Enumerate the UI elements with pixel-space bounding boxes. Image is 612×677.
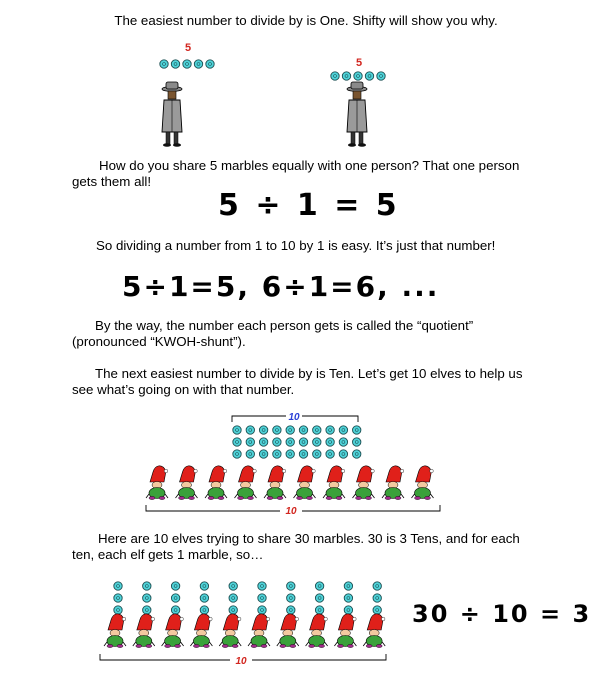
marble xyxy=(326,450,334,458)
elf xyxy=(363,614,385,648)
elf xyxy=(334,614,356,648)
elf xyxy=(294,466,316,500)
marble xyxy=(143,582,151,590)
marble xyxy=(273,450,281,458)
quotient-paragraph: By the way, the number each person gets is called the “quotient” (pronounced “KWOH-shunt”). xyxy=(72,318,474,349)
marble xyxy=(229,606,237,614)
marble xyxy=(299,438,307,446)
marble xyxy=(258,594,266,602)
marble xyxy=(377,72,385,80)
elf xyxy=(235,466,257,500)
marble xyxy=(114,594,122,602)
marble xyxy=(246,426,254,434)
marble xyxy=(200,606,208,614)
elf xyxy=(190,614,212,648)
marble xyxy=(373,594,381,602)
elf xyxy=(264,466,286,500)
marble xyxy=(258,582,266,590)
easy-paragraph: So dividing a number from 1 to 10 by 1 is easy. It’s just that number! xyxy=(96,238,496,253)
marble xyxy=(354,72,362,80)
marble xyxy=(339,426,347,434)
marble-row-right xyxy=(331,72,385,80)
ten-paragraph: The next easiest number to divide by is Ten. Let’s get 10 elves to help us see what’s going on with that number. xyxy=(72,366,523,397)
marble xyxy=(160,60,168,68)
elf xyxy=(133,614,155,648)
elf xyxy=(277,614,299,648)
equation-thirty-divided-by-ten: 30 ÷ 10 = 3 xyxy=(412,600,592,628)
marble xyxy=(365,72,373,80)
marble xyxy=(299,426,307,434)
marble xyxy=(229,594,237,602)
marble xyxy=(233,426,241,434)
elf xyxy=(248,614,270,648)
marble xyxy=(259,426,267,434)
equation-series: 5÷1=5, 6÷1=6, ... xyxy=(122,270,440,303)
marble xyxy=(171,582,179,590)
elf-row-sharing xyxy=(104,614,385,648)
marble xyxy=(259,450,267,458)
marble xyxy=(339,438,347,446)
elf xyxy=(162,614,184,648)
marble xyxy=(339,450,347,458)
marble xyxy=(299,450,307,458)
marble xyxy=(143,594,151,602)
marble xyxy=(194,60,202,68)
bracket-last-label: 10 xyxy=(235,656,247,667)
marble xyxy=(344,582,352,590)
shifty-figure-right xyxy=(347,82,367,147)
marble xyxy=(171,606,179,614)
marble xyxy=(326,438,334,446)
share-paragraph: How do you share 5 marbles equally with one person? That one person gets them all! xyxy=(72,158,520,189)
elf xyxy=(306,614,328,648)
marble xyxy=(143,606,151,614)
marble xyxy=(286,450,294,458)
intro-text: The easiest number to divide by is One. Shifty will show you why. xyxy=(114,13,498,28)
marble xyxy=(342,72,350,80)
marble xyxy=(353,426,361,434)
marble xyxy=(315,594,323,602)
elf xyxy=(382,466,404,500)
marble xyxy=(373,606,381,614)
elf xyxy=(146,466,168,500)
marble xyxy=(183,60,191,68)
marble xyxy=(286,426,294,434)
marble-count-left: 5 xyxy=(184,42,192,54)
marble xyxy=(258,606,266,614)
marble xyxy=(344,594,352,602)
marble xyxy=(200,594,208,602)
marble xyxy=(326,426,334,434)
marble xyxy=(171,60,179,68)
elf xyxy=(104,614,126,648)
marble-grid-thirty xyxy=(233,426,361,458)
marble xyxy=(286,438,294,446)
elf xyxy=(219,614,241,648)
marble xyxy=(233,450,241,458)
marble xyxy=(273,426,281,434)
marble xyxy=(313,450,321,458)
equation-five-divided-by-one: 5 ÷ 1 = 5 xyxy=(218,188,400,223)
marble xyxy=(315,606,323,614)
shifty-figure-left xyxy=(162,82,182,147)
marble-columns xyxy=(114,582,382,614)
bracket-bottom-label: 10 xyxy=(285,506,297,517)
marble xyxy=(313,438,321,446)
marble xyxy=(229,582,237,590)
marble xyxy=(206,60,214,68)
elf xyxy=(176,466,198,500)
marble xyxy=(313,426,321,434)
marble xyxy=(287,606,295,614)
elf xyxy=(323,466,345,500)
marble xyxy=(246,438,254,446)
marble xyxy=(287,594,295,602)
marble xyxy=(114,582,122,590)
elf xyxy=(412,466,434,500)
elf xyxy=(205,466,227,500)
marble xyxy=(315,582,323,590)
marble xyxy=(233,438,241,446)
elf xyxy=(353,466,375,500)
marble-row-left xyxy=(160,60,214,68)
marble xyxy=(246,450,254,458)
elf-row xyxy=(146,466,434,500)
marble-count-right: 5 xyxy=(355,57,363,69)
marble xyxy=(353,438,361,446)
marble xyxy=(353,450,361,458)
marble xyxy=(273,438,281,446)
marble xyxy=(331,72,339,80)
marble xyxy=(373,582,381,590)
marble xyxy=(114,606,122,614)
marble xyxy=(344,606,352,614)
marble xyxy=(200,582,208,590)
marble xyxy=(259,438,267,446)
bracket-top-label: 10 xyxy=(288,412,300,423)
marble xyxy=(287,582,295,590)
marble xyxy=(171,594,179,602)
thirty-paragraph: Here are 10 elves trying to share 30 marbles. 30 is 3 Tens, and for each ten, each elf gets 1 marble, so… xyxy=(72,531,520,562)
